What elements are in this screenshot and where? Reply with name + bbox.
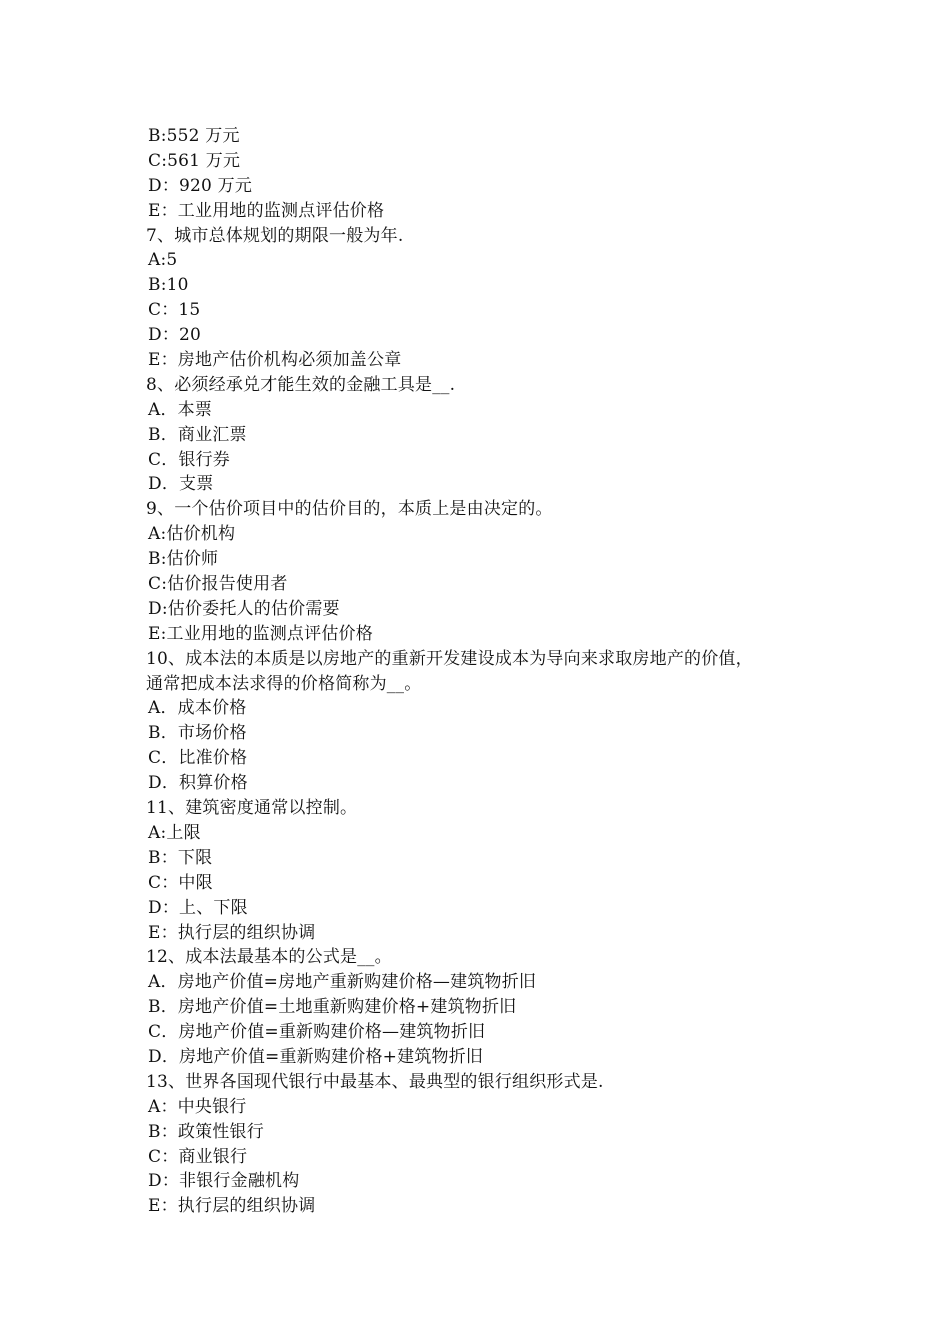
option-text: D：非银行金融机构	[148, 1171, 300, 1192]
question-text: 通常把成本法求得的价格简称为__。	[146, 673, 422, 694]
question-text: 11、建筑密度通常以控制。	[146, 798, 358, 819]
option-text: C．比准价格	[148, 748, 248, 769]
option-text: A．本票	[148, 399, 213, 420]
option-text: B:10	[148, 275, 189, 296]
option-text: B．市场价格	[148, 723, 247, 744]
option-text: D．支票	[148, 474, 214, 495]
option-text: B．房地产价值=土地重新购建价格+建筑物折旧	[148, 997, 517, 1018]
question-text: 9、一个估价项目中的估价目的，本质上是由决定的。	[146, 499, 553, 520]
option-text: A．房地产价值=房地产重新购建价格—建筑物折旧	[148, 972, 537, 993]
option-text: C：中限	[148, 872, 213, 893]
option-text: A．成本价格	[148, 698, 247, 719]
option-text: A:估价机构	[148, 524, 236, 545]
option-text: E：工业用地的监测点评估价格	[148, 200, 385, 221]
question-text: 7、城市总体规划的期限一般为年.	[146, 225, 404, 246]
option-text: B：下限	[148, 847, 213, 868]
option-text: C．房地产价值=重新购建价格—建筑物折旧	[148, 1022, 486, 1043]
question-text: 8、必须经承兑才能生效的金融工具是__.	[146, 374, 456, 395]
option-text: B．商业汇票	[148, 424, 247, 445]
option-text: D：20	[148, 325, 202, 346]
question-text: 10、成本法的本质是以房地产的重新开发建设成本为导向来求取房地产的价值，	[146, 648, 753, 669]
option-text: A：中央银行	[148, 1096, 247, 1117]
option-text: B:估价师	[148, 549, 219, 570]
option-text: C．银行券	[148, 449, 231, 470]
option-text: E:工业用地的监测点评估价格	[148, 623, 373, 644]
option-text: C：商业银行	[148, 1146, 248, 1167]
option-text: D．房地产价值=重新购建价格+建筑物折旧	[148, 1046, 484, 1067]
option-text: D:估价委托人的估价需要	[148, 598, 340, 619]
option-text: D．积算价格	[148, 773, 248, 794]
option-text: C:估价报告使用者	[148, 574, 288, 595]
option-text: B:552 万元	[148, 126, 240, 146]
question-text: 13、世界各国现代银行中最基本、最典型的银行组织形式是.	[146, 1071, 604, 1092]
option-text: D：上、下限	[148, 897, 248, 918]
option-text: A:5	[148, 250, 178, 271]
option-text: D：920 万元	[148, 175, 253, 196]
option-text: C：15	[148, 300, 201, 321]
option-text: E：房地产估价机构必须加盖公章	[148, 350, 402, 371]
option-text: C:561 万元	[148, 150, 241, 171]
option-text: B：政策性银行	[148, 1121, 264, 1142]
option-text: E：执行层的组织协调	[148, 922, 316, 943]
question-text: 12、成本法最基本的公式是__。	[146, 947, 392, 968]
option-text: E：执行层的组织协调	[148, 1196, 316, 1217]
document-page	[0, 124, 950, 1219]
option-text: A:上限	[148, 822, 201, 843]
